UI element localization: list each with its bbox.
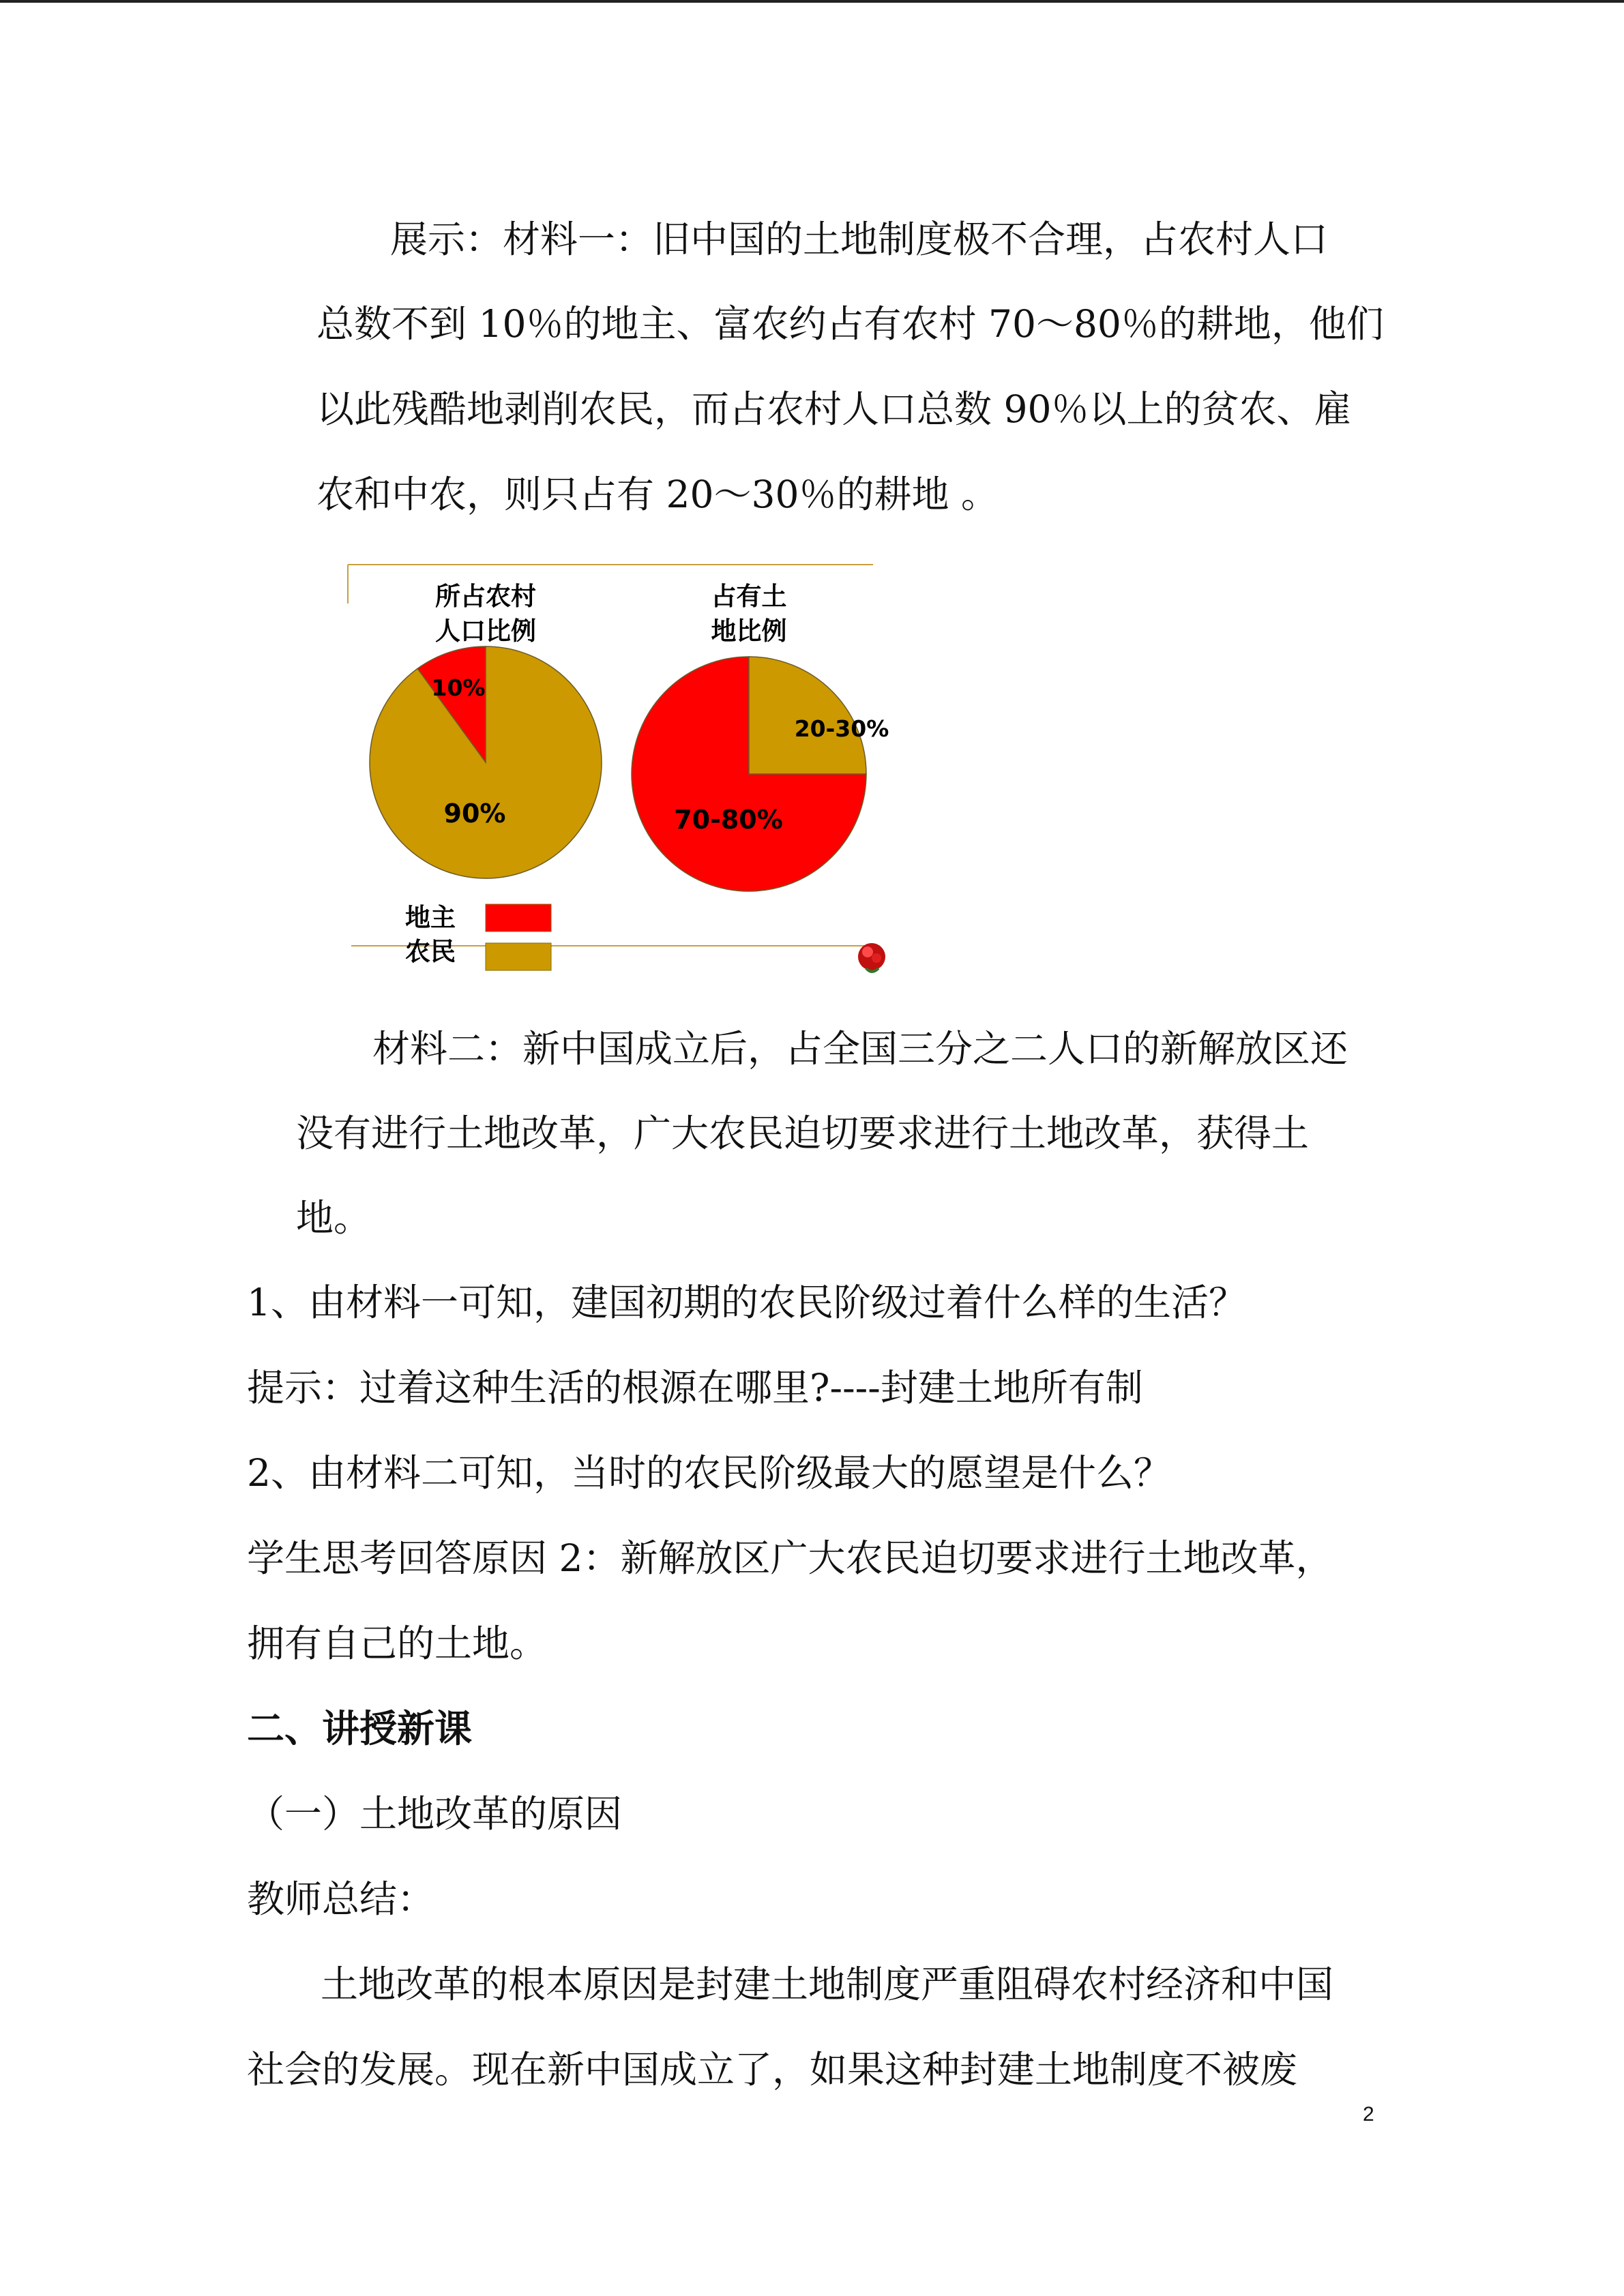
pie1-slice-label-peasant: 90% <box>443 799 506 829</box>
material-one-line-4: 农和中农，则只占有 20～30％的耕地 。 <box>316 473 999 516</box>
pie-population <box>370 646 602 878</box>
legend-swatch-landlord <box>486 904 551 931</box>
teacher-summary-label: 教师总结： <box>247 1877 435 1921</box>
pie2-slice-label-peasant: 20-30% <box>794 715 889 742</box>
pie1-slice-peasant <box>370 646 602 878</box>
section-heading: 二、讲授新课 <box>247 1706 473 1750</box>
question-1: 1、由材料一可知，建国初期的农民阶级过着什么样的生活？ <box>247 1281 1246 1324</box>
material-two-line-3: 地。 <box>296 1196 372 1240</box>
summary-line-2: 社会的发展。现在新中国成立了，如果这种封建土地制度不被废 <box>247 2048 1298 2091</box>
legend-label-peasant: 农民 <box>405 937 456 966</box>
material-one-line-1: 展示：材料一：旧中国的土地制度极不合理，占农村人口 <box>390 218 1329 261</box>
pie-chart-svg <box>341 559 900 996</box>
pie-land <box>632 657 866 891</box>
summary-line-1: 土地改革的根本原因是封建土地制度严重阻碍农村经济和中国 <box>321 1963 1334 2006</box>
student-answer-line-1: 学生思考回答原因 2：新解放区广大农民迫切要求进行土地改革， <box>247 1536 1333 1580</box>
legend-label-landlord: 地主 <box>405 903 456 932</box>
chart1-title-line1: 所占农村 <box>435 582 536 611</box>
chart2-title-line1: 占有土 <box>711 582 787 611</box>
chart2-title-line2: 地比例 <box>711 616 787 646</box>
subsection-heading: （一）土地改革的原因 <box>247 1792 623 1836</box>
rose-decoration-icon <box>858 943 885 972</box>
material-two-line-1: 材料二：新中国成立后，占全国三分之二人口的新解放区还 <box>372 1027 1348 1071</box>
pie1-slice-label-landlord: 10% <box>431 674 486 701</box>
top-border-rule <box>0 0 1624 3</box>
pie-chart-figure <box>341 559 900 996</box>
legend-swatch-peasant <box>486 943 551 970</box>
material-one-line-2: 总数不到 10％的地主、富农约占有农村 70～80％的耕地，他们 <box>316 302 1384 346</box>
hint-text: 提示：过着这种生活的根源在哪里?----封建土地所有制 <box>247 1366 1143 1410</box>
question-2: 2、由材料二可知，当时的农民阶级最大的愿望是什么？ <box>247 1451 1171 1495</box>
material-two-line-2: 没有进行土地改革，广大农民迫切要求进行土地改革，获得土 <box>296 1112 1310 1155</box>
chart1-title-line2: 人口比例 <box>435 616 536 646</box>
material-one-line-3: 以此残酷地剥削农民，而占农村人口总数 90％以上的贫农、雇 <box>316 387 1352 431</box>
student-answer-line-2: 拥有自己的土地。 <box>247 1622 548 1665</box>
page-number: 2 <box>1363 2103 1374 2126</box>
pie2-slice-label-landlord: 70-80% <box>674 805 783 835</box>
